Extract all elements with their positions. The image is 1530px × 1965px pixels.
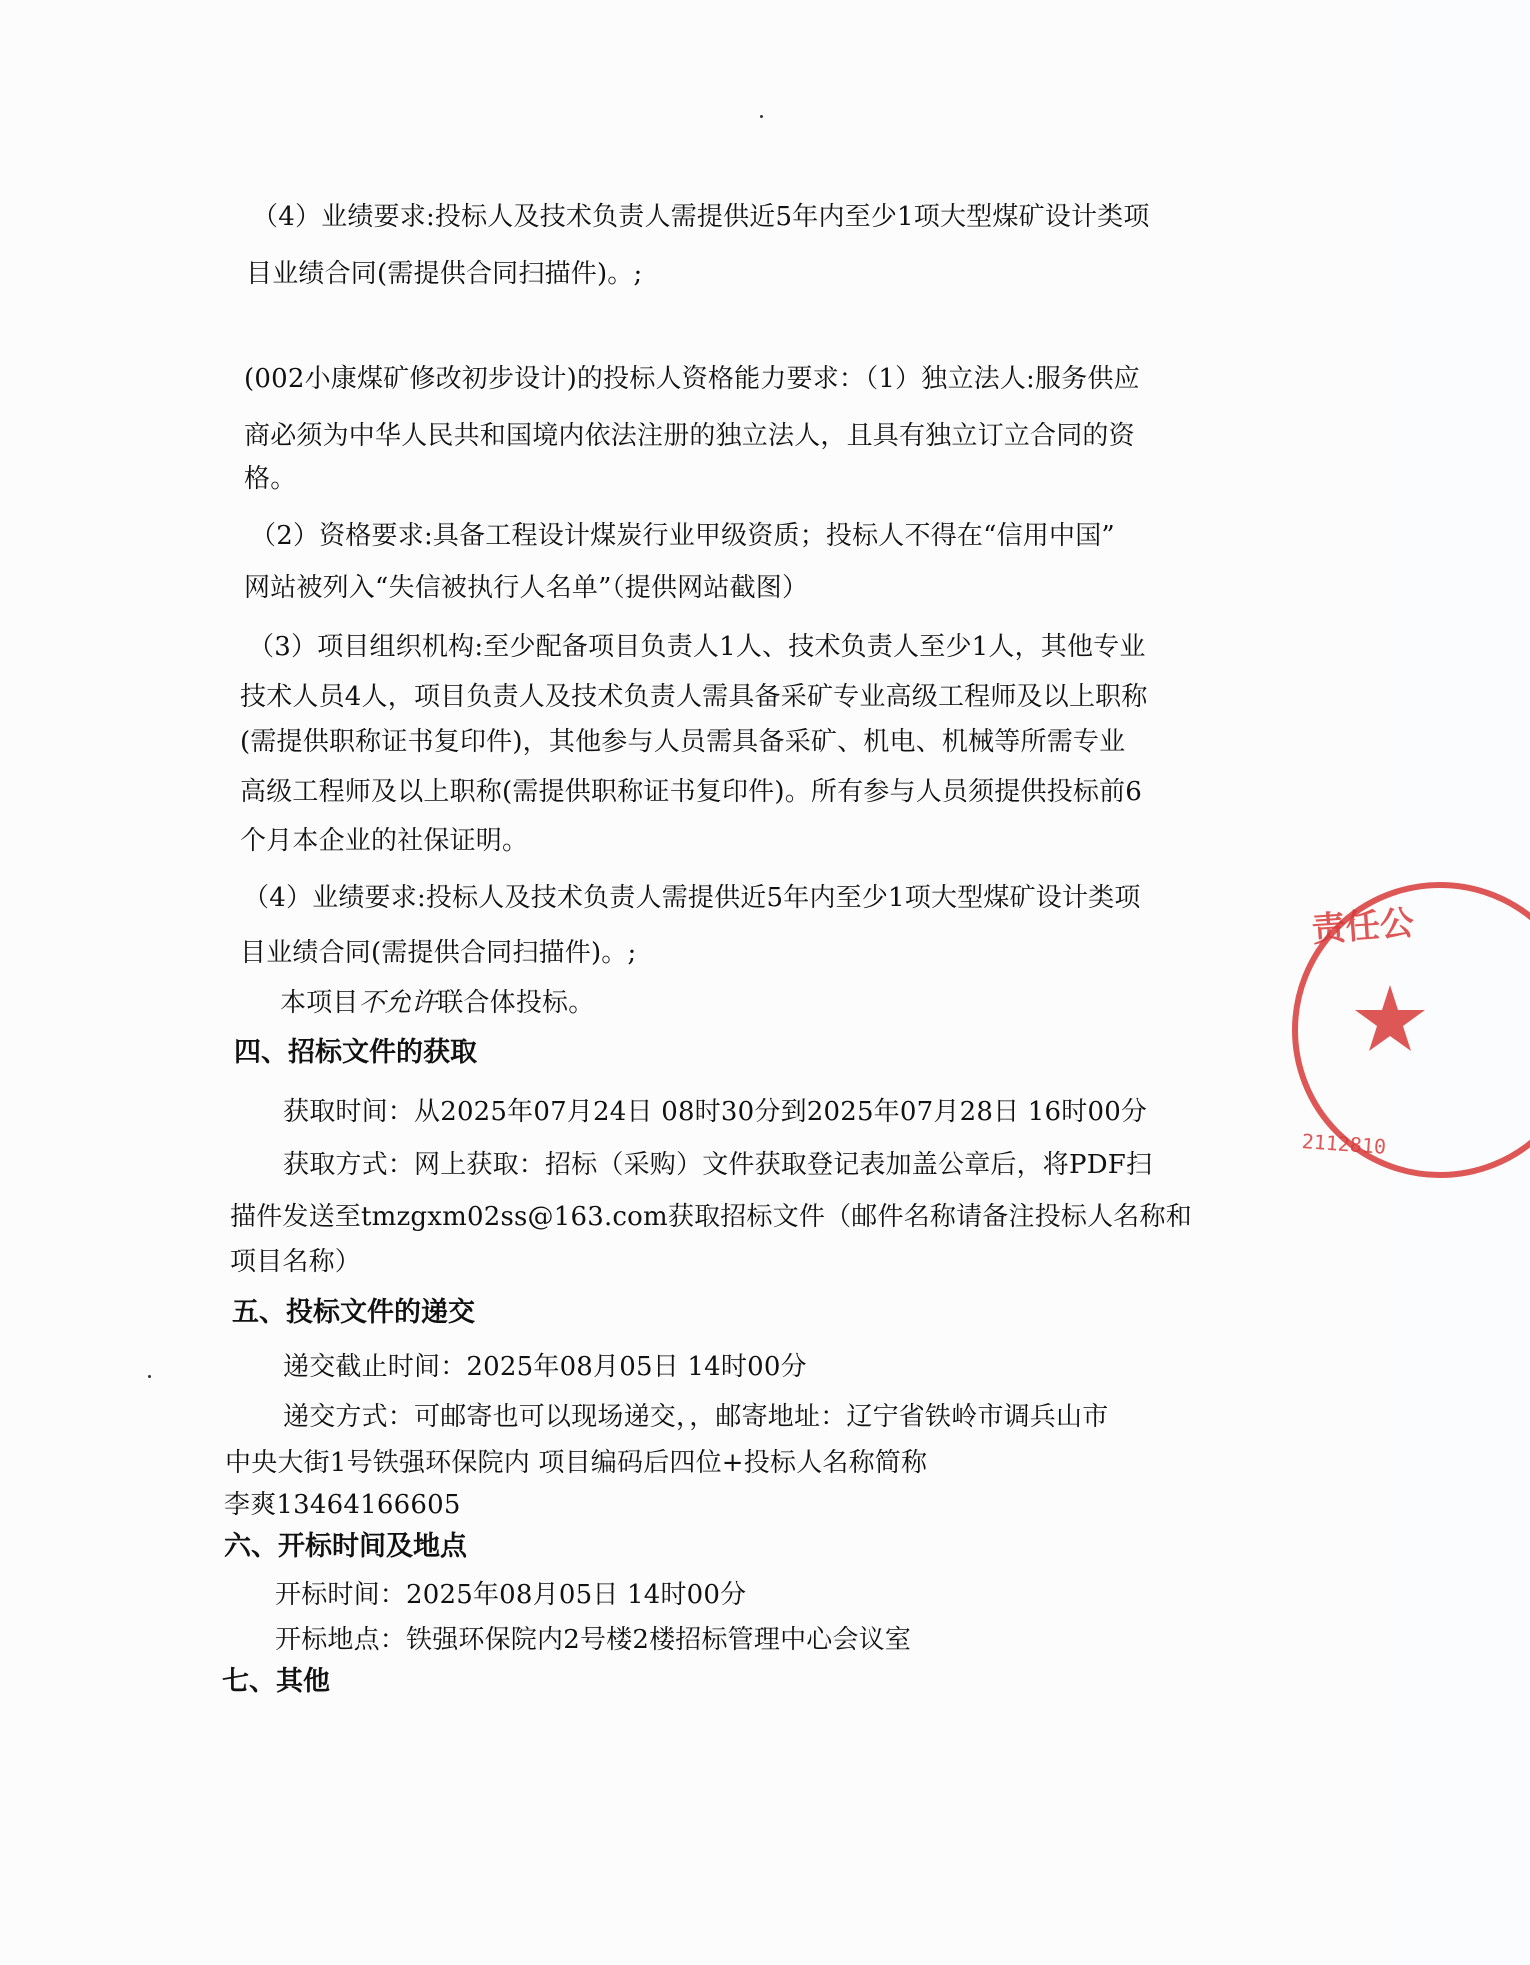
requirement-3-line4: 高级工程师及以上职称(需提供职称证书复印件)。所有参与人员须提供投标前6: [240, 777, 1143, 807]
submission-method-line2: 中央大街1号铁强环保院内 项目编码后四位+投标人名称简称: [225, 1448, 928, 1478]
requirements-intro-line3: 格。: [244, 464, 297, 494]
requirements-intro-line2: 商必须为中华人民共和国境内依法注册的独立法人，且具有独立订立合同的资: [244, 421, 1135, 451]
requirement-4-line1: （4）业绩要求:投标人及技术负责人需提供近5年内至少1项大型煤矿设计类项: [243, 883, 1141, 913]
consortium-prefix: 本项目: [280, 988, 359, 1018]
contact-line: 李爽13464166605: [224, 1490, 461, 1520]
requirement-3-line3: (需提供职称证书复印件)，其他参与人员需具备采矿、机电、机械等所需专业: [240, 727, 1126, 757]
acquire-method-line1: 获取方式：网上获取：招标（采购）文件获取登记表加盖公章后，将PDF扫: [283, 1150, 1153, 1180]
prev-item4-line2: 目业绩合同(需提供合同扫描件)。;: [246, 259, 643, 289]
seal-number: 2112810: [1301, 1129, 1387, 1159]
opening-time: 开标时间：2025年08月05日 14时00分: [275, 1580, 747, 1610]
seal-text-top: 责任公: [1310, 903, 1416, 951]
consortium-emphasis: 不允许: [358, 988, 438, 1018]
opening-place: 开标地点：铁强环保院内2号楼2楼招标管理中心会议室: [275, 1625, 912, 1655]
submission-method-line1: 递交方式：可邮寄也可以现场递交，，邮寄地址：辽宁省铁岭市调兵山市: [283, 1402, 1109, 1432]
section-4-heading: 四、招标文件的获取: [234, 1037, 477, 1068]
scan-speck: [760, 115, 763, 118]
acquire-time: 获取时间：从2025年07月24日 08时30分到2025年07月28日 16时00分: [283, 1097, 1148, 1127]
scan-speck: [148, 1375, 151, 1378]
seal-star-icon: [1355, 985, 1425, 1051]
requirement-3-line5: 个月本企业的社保证明。: [240, 826, 529, 856]
official-seal-stamp: [1290, 880, 1530, 1180]
submission-deadline: 递交截止时间：2025年08月05日 14时00分: [283, 1352, 807, 1382]
section-7-heading: 七、其他: [222, 1666, 330, 1697]
acquire-method-line2: 描件发送至tmzgxm02ss@163.com获取招标文件（邮件名称请备注投标人名称和: [230, 1202, 1192, 1232]
section-5-heading: 五、投标文件的递交: [232, 1297, 475, 1328]
acquire-method-line3: 项目名称）: [230, 1247, 362, 1277]
requirement-3-line1: （3）项目组织机构:至少配备项目负责人1人、技术负责人至少1人，其他专业: [248, 632, 1146, 662]
requirement-2-line2: 网站被列入“失信被执行人名单”（提供网站截图）: [244, 573, 809, 603]
requirement-4-line2: 目业绩合同(需提供合同扫描件)。;: [240, 938, 637, 968]
section-6-heading: 六、开标时间及地点: [224, 1531, 467, 1562]
prev-item4-line1: （4）业绩要求:投标人及技术负责人需提供近5年内至少1项大型煤矿设计类项: [252, 202, 1150, 232]
requirement-2-line1: （2）资格要求:具备工程设计煤炭行业甲级资质；投标人不得在“信用中国”: [250, 521, 1115, 551]
consortium-note: [280, 986, 594, 1020]
requirement-3-line2: 技术人员4人，项目负责人及技术负责人需具备采矿专业高级工程师及以上职称: [240, 682, 1148, 712]
requirements-intro-line1: (002小康煤矿修改初步设计)的投标人资格能力要求：（1）独立法人:服务供应: [244, 364, 1140, 394]
consortium-suffix: 联合体投标。: [437, 988, 595, 1018]
